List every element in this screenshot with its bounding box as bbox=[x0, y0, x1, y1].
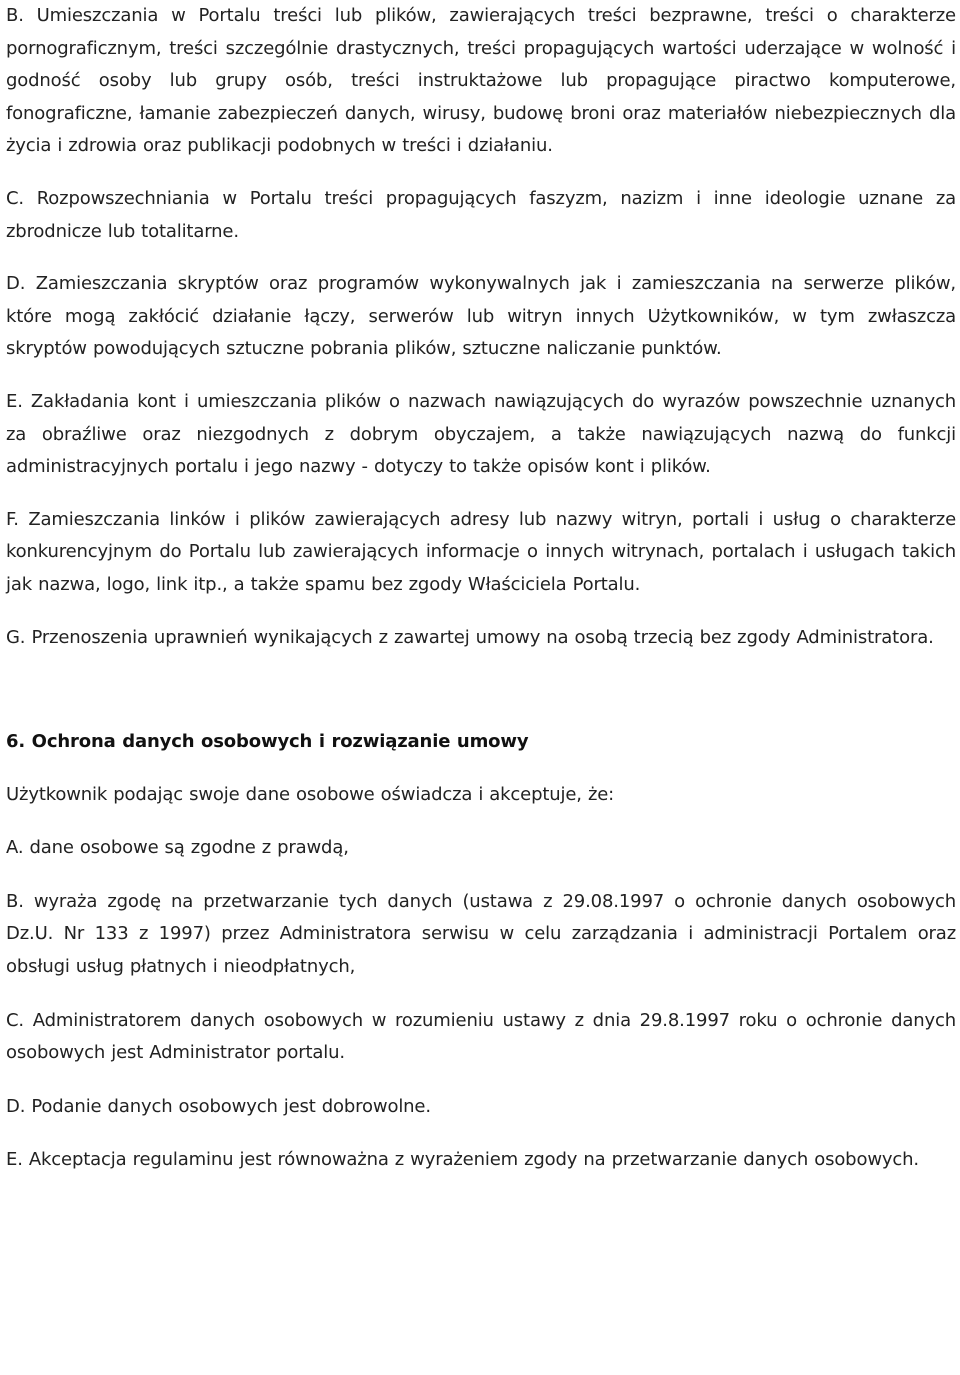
section-intro: Użytkownik podając swoje dane osobowe oświadcza i akceptuje, że: bbox=[6, 783, 615, 805]
paragraph-d: D. Zamieszczania skryptów oraz programów wykonywalnych jak i zamieszczania na serwerze plików, które mogą zakłócić działanie łączy, serwerów lub witryn innych Użytkowników, w tym zwłaszcza skryptów powodujących sztuczne pobrania plików, sztuczne naliczanie punktów. bbox=[6, 273, 956, 360]
list-item-b: B. wyraża zgodę na przetwarzanie tych danych (ustawa z 29.08.1997 o ochronie danych osobowych Dz.U. Nr 133 z 1997) przez Administratora serwisu w celu zarządzania i administracji Portalem oraz obsługi usług płatnych i nieodpłatnych, bbox=[6, 890, 956, 978]
list-item-d: D. Podanie danych osobowych jest dobrowolne. bbox=[6, 1095, 431, 1117]
list-item-e: E. Akceptacja regulaminu jest równoważna z wyrażeniem zgody na przetwarzanie danych osobowych. bbox=[6, 1149, 919, 1171]
list-item-a: A. dane osobowe są zgodne z prawdą, bbox=[6, 837, 349, 859]
paragraph-c: C. Rozpowszechniania w Portalu treści propagujących faszyzm, nazizm i inne ideologie uznane za zbrodnicze lub totalitarne. bbox=[6, 187, 956, 242]
paragraph-f: F. Zamieszczania linków i plików zawierających adresy lub nazwy witryn, portali i usług o charakterze konkurencyjnym do Portalu lub zawierających informacje o innych witrynach, portalach i usługach takich jak nazwa, logo, link itp., a także spamu bez zgody Właściciela Portalu. bbox=[6, 508, 956, 595]
section-heading: 6. Ochrona danych osobowych i rozwiązanie umowy bbox=[6, 731, 529, 753]
paragraph-b: B. Umieszczania w Portalu treści lub plików, zawierających treści bezprawne, treści o charakterze pornograficznym, treści szczególnie drastycznych, treści propagujących wartości uderzające w wolność i godność osoby lub grupy osób, treści instruktażowe lub propagujące piractwo komputerowe, fonograficzne, łamanie zabezpieczeń danych, wirusy, budowę broni oraz materiałów niebezpiecznych dla życia i zdrowia oraz publikacji podobnych w treści i działaniu. bbox=[6, 5, 956, 157]
list-item-c: C. Administratorem danych osobowych w rozumieniu ustawy z dnia 29.8.1997 roku o ochronie danych osobowych jest Administrator portalu. bbox=[6, 1009, 956, 1064]
paragraph-g: G. Przenoszenia uprawnień wynikających z zawartej umowy na osobą trzecią bez zgody Administratora. bbox=[6, 626, 934, 648]
paragraph-e: E. Zakładania kont i umieszczania plików o nazwach nawiązujących do wyrazów powszechnie uznanych za obraźliwe oraz niezgodnych z dobrym obyczajem, a także nawiązujących nazwą do funkcji administracyjnych portalu i jego nazwy - dotyczy to także opisów kont i plików. bbox=[6, 390, 956, 478]
